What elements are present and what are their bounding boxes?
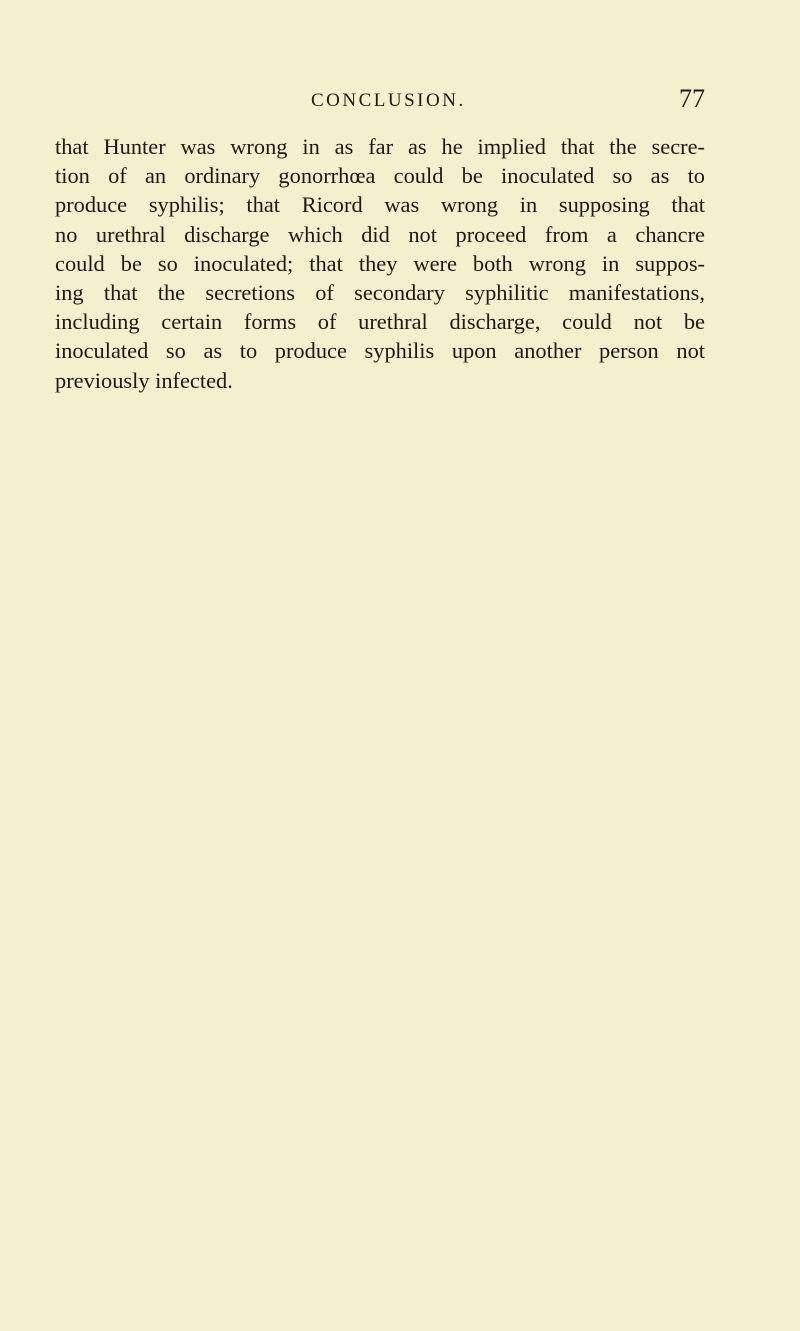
text-line: ing that the secretions of secondary syphilitic manifestations, <box>55 279 705 305</box>
text-line: including certain forms of urethral discharge, could not be <box>55 309 705 335</box>
page-number: 77 <box>679 84 705 113</box>
text-line: tion of an ordinary gonorrhœa could be inoculated so as to <box>55 163 705 189</box>
text-line: no urethral discharge which did not proceed from a chancre <box>55 221 705 247</box>
running-head <box>55 84 705 118</box>
text-line: produce syphilis; that Ricord was wrong in supposing that <box>55 192 705 218</box>
text-line: inoculated so as to produce syphilis upon another person not <box>55 338 705 364</box>
text-line: that Hunter was wrong in as far as he implied that the secre- <box>55 134 705 159</box>
text-line: could be so inoculated; that they were both wrong in suppos- <box>55 250 705 276</box>
body-paragraph <box>55 132 705 395</box>
running-title: CONCLUSION. <box>311 90 466 111</box>
text-line: previously infected. <box>55 367 233 393</box>
